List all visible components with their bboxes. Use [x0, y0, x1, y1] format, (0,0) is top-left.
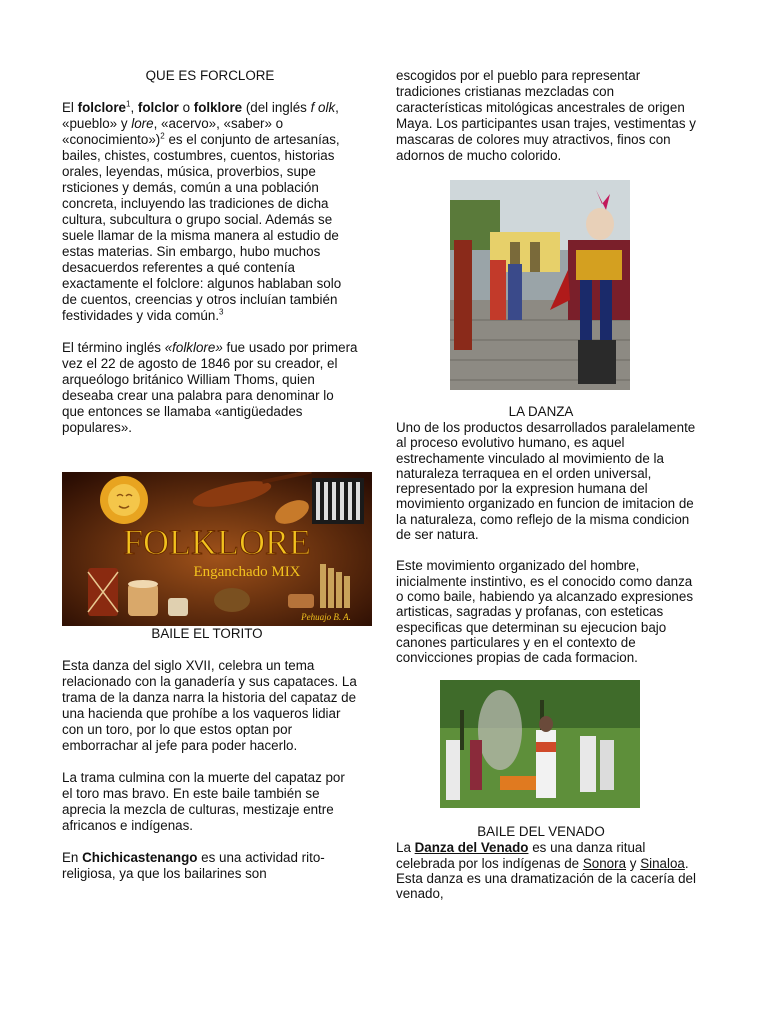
- torito-paragraph-1: Esta danza del siglo XVII, celebra un tema relacionado con la ganadería y sus capataces. La trama de la danza narra la historia del capataz de una hacienda que prohíbe a los vaqueros lidiar con un toro, por lo que estos optan por emborrachar al jefe para poder hacerlo.: [62, 658, 357, 753]
- dancers-photo: [450, 180, 630, 390]
- danza-del-venado-link[interactable]: Danza del Venado: [414, 840, 529, 856]
- banner-subtitle: Enganchado MIX: [193, 564, 301, 580]
- banner-signature: Pehuajo B. A.: [301, 612, 351, 622]
- torito-paragraph-2: La trama culmina con la muerte del capataz por el toro mas bravo. En este baile también se aprecia la mezcla de culturas, mestizaje entre africanos e indígenas.: [62, 770, 345, 833]
- venado-paragraph: La Danza del Venado es una danza ritual celebrada por los indígenas de Sonora y Sinaloa. Esta danza es una dramatización de la cacería del venado,: [396, 840, 696, 902]
- right-column: [396, 68, 696, 902]
- sonora-link[interactable]: Sonora: [582, 855, 627, 871]
- chichicastenango-paragraph: En Chichicastenango es una actividad rito-religiosa, ya que los bailarines son: [62, 850, 325, 881]
- chichicastenango-continued: escogidos por el pueblo para representar tradiciones cristianas mezcladas con características mitológicas ancestrales de origen Maya. Los participantes usan trajes, vestimentas y mascaras de colores muy atractivos, finos con adornos de mucho colorido.: [396, 68, 696, 163]
- section-title-forclore: QUE ES FORCLORE: [145, 68, 275, 83]
- intro-paragraph: El folclore$^1$, folclor o folklore (del inglés f olk, «pueblo» y lore, «acervo», «saber» o «conocimiento»)$^2$ es el conjunto de artesanías, bailes, chistes, costumbres, cuentos, historias orales, leyendas, música, proverbios, supe rsticiones y demás, común a una población concreta, incluyendo las tradiciones de dicha cultura, subcultura o grupo social. Además se suele llamar de la misma manera al estudio de estas materias. Sin embargo, hubo muchos desacuerdos referentes a qué contenía exactamente el folclore: algunos hablaban solo de cuentos, creencias y otros incluían también festividades y vida común.$^3$: [62, 99, 342, 323]
- danza-paragraph-2: Este movimiento organizado del hombre, inicialmente instintivo, es el conocido como danza o como baile, habiendo ya alcanzado expresiones artisticas, sagradas y profanas, con esteticas especificas que determinan su ejecucion bajo canones particulares y en el contexto de convicciones propias de cada formacion.: [396, 558, 694, 666]
- section-title-torito: BAILE EL TORITO: [151, 626, 263, 641]
- left-column: [62, 68, 358, 882]
- venado-dance-photo: [440, 680, 640, 808]
- folklore-banner-image: [62, 472, 372, 626]
- drum-icon: [88, 568, 118, 616]
- section-title-danza: LA DANZA: [508, 404, 574, 419]
- sinaloa-link[interactable]: Sinaloa: [640, 855, 685, 871]
- danza-paragraph-1: Uno de los productos desarrollados paralelamente al proceso evolutivo humano, es aquel estrechamente vinculado al movimiento de la naturaleza terraquea en el orden universal, representado por la expresion humana del movimiento organizado en funcion de imitacion de la naturaleza, como reflejo de la misma condicion de ser natura.: [396, 420, 696, 543]
- banner-title: FOLKLORE: [123, 522, 311, 562]
- sun-icon: [100, 476, 148, 524]
- section-title-venado: BAILE DEL VENADO: [477, 824, 605, 840]
- term-paragraph: El término inglés «folklore» fue usado por primera vez el 22 de agosto de 1846 por su creador, el arqueólogo británico William Thoms, quien deseaba crear una palabra para denominar lo que entonces se llamaba «antigüedades populares».: [62, 340, 358, 435]
